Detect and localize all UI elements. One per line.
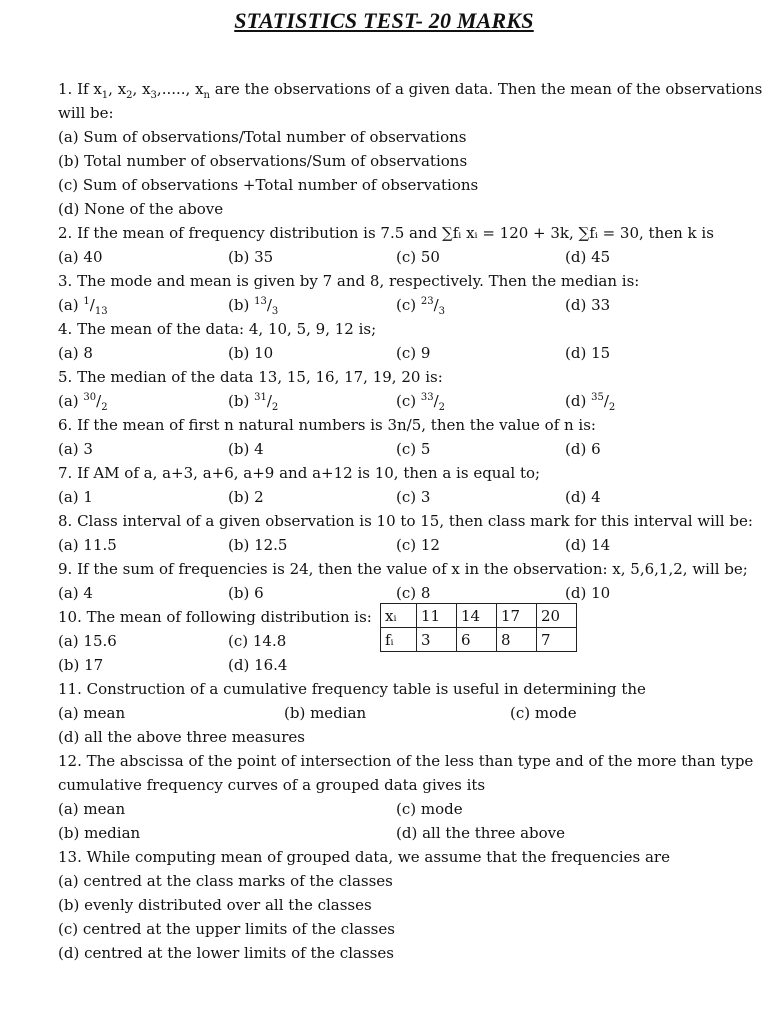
option-6c: (c) 5 <box>396 440 431 458</box>
options-7 <box>58 485 718 509</box>
option-6d: (d) 6 <box>565 440 601 458</box>
question-9: 9. If the sum of frequencies is 24, then the value of x in the observation: x, 5,6,1,2, will be; <box>58 560 748 578</box>
option-10b: (b) 17 <box>58 656 104 674</box>
option-8d: (d) 14 <box>565 536 611 554</box>
option-12d: (d) all the three above <box>396 824 566 842</box>
options-11 <box>58 701 718 725</box>
option-1c: (c) Sum of observations +Total number of observations <box>58 176 479 194</box>
option-12c: (c) mode <box>396 800 463 818</box>
option-2c: (c) 50 <box>396 248 440 266</box>
table-cell: 7 <box>537 628 577 652</box>
options-8 <box>58 533 718 557</box>
option-10d: (d) 16.4 <box>228 656 288 674</box>
option-6a: (a) 3 <box>58 440 93 458</box>
option-5a: (a) $^{30}/_2$ <box>58 392 108 413</box>
option-2d: (d) 45 <box>565 248 611 266</box>
question-11: 11. Construction of a cumulative frequency table is useful in determining the <box>58 680 646 698</box>
question-1: 1. If $x_1$, $x_2$, $x_3$,....., $x_n$ are the observations of a given data. Then the mean of the observations <box>58 80 763 101</box>
option-7c: (c) 3 <box>396 488 431 506</box>
option-8c: (c) 12 <box>396 536 440 554</box>
option-9a: (a) 4 <box>58 584 93 602</box>
option-9d: (d) 10 <box>565 584 611 602</box>
question-6: 6. If the mean of first n natural numbers is 3n/5, then the value of n is: <box>58 416 596 434</box>
options-2 <box>58 245 718 269</box>
options-12-row2 <box>58 821 718 845</box>
option-7b: (b) 2 <box>228 488 264 506</box>
option-4c: (c) 9 <box>396 344 431 362</box>
frequency-table <box>380 603 577 652</box>
option-2b: (b) 35 <box>228 248 274 266</box>
option-13b: (b) evenly distributed over all the classes <box>58 896 372 914</box>
question-2: 2. If the mean of frequency distribution is 7.5 and ∑fᵢ xᵢ = 120 + 3k, ∑fᵢ = 30, then k is <box>58 224 714 242</box>
option-3b: (b) $^{13}/_3$ <box>228 296 279 317</box>
question-12-continuation: cumulative frequency curves of a grouped data gives its <box>58 776 486 794</box>
options-12-row1 <box>58 797 718 821</box>
option-9b: (b) 6 <box>228 584 264 602</box>
question-4: 4. The mean of the data: 4, 10, 5, 9, 12 is; <box>58 320 377 338</box>
page-title: STATISTICS TEST- 20 MARKS <box>234 8 534 33</box>
option-10c: (c) 14.8 <box>228 632 287 650</box>
question-3: 3. The mode and mean is given by 7 and 8, respectively. Then the median is: <box>58 272 640 290</box>
table-cell: 14 <box>457 604 497 628</box>
option-7d: (d) 4 <box>565 488 601 506</box>
question-list <box>58 77 763 965</box>
option-12a: (a) mean <box>58 800 126 818</box>
question-8: 8. Class interval of a given observation is 10 to 15, then class mark for this interval will be: <box>58 512 753 530</box>
option-11b: (b) median <box>284 704 367 722</box>
option-5b: (b) $^{31}/_2$ <box>228 392 279 413</box>
question-12: 12. The abscissa of the point of intersection of the less than type and of the more than type <box>58 752 754 770</box>
table-header-f: fᵢ <box>381 628 417 652</box>
table-cell: 3 <box>417 628 457 652</box>
option-13c: (c) centred at the upper limits of the classes <box>58 920 395 938</box>
option-3a: (a) $^1/_{13}$ <box>58 296 108 317</box>
option-11d: (d) all the above three measures <box>58 728 305 746</box>
options-3 <box>58 293 718 317</box>
options-4 <box>58 341 718 365</box>
option-9c: (c) 8 <box>396 584 431 602</box>
option-2a: (a) 40 <box>58 248 103 266</box>
option-1a: (a) Sum of observations/Total number of observations <box>58 128 467 146</box>
table-row-f <box>381 628 577 652</box>
option-12b: (b) median <box>58 824 141 842</box>
question-5: 5. The median of the data 13, 15, 16, 17, 19, 20 is: <box>58 368 443 386</box>
question-7: 7. If AM of a, a+3, a+6, a+9 and a+12 is 10, then a is equal to; <box>58 464 541 482</box>
option-8b: (b) 12.5 <box>228 536 288 554</box>
option-5d: (d) $^{35}/_2$ <box>565 392 616 413</box>
table-row-x <box>381 604 577 628</box>
question-10: 10. The mean of following distribution is: <box>58 608 372 626</box>
question-13: 13. While computing mean of grouped data, we assume that the frequencies are <box>58 848 670 866</box>
question-1-continuation: will be: <box>58 104 114 122</box>
options-5 <box>58 389 718 413</box>
option-11c: (c) mode <box>510 704 577 722</box>
option-4a: (a) 8 <box>58 344 93 362</box>
option-13a: (a) centred at the class marks of the classes <box>58 872 393 890</box>
option-3c: (c) $^{23}/_3$ <box>396 296 446 317</box>
option-8a: (a) 11.5 <box>58 536 117 554</box>
options-10-row2 <box>58 653 718 677</box>
option-1d: (d) None of the above <box>58 200 224 218</box>
option-4d: (d) 15 <box>565 344 611 362</box>
table-header-x: xᵢ <box>381 604 417 628</box>
table-cell: 8 <box>497 628 537 652</box>
option-6b: (b) 4 <box>228 440 264 458</box>
option-3d: (d) 33 <box>565 296 611 314</box>
table-cell: 20 <box>537 604 577 628</box>
option-10a: (a) 15.6 <box>58 632 117 650</box>
option-1b: (b) Total number of observations/Sum of observations <box>58 152 468 170</box>
option-5c: (c) $^{33}/_2$ <box>396 392 446 413</box>
table-cell: 6 <box>457 628 497 652</box>
option-7a: (a) 1 <box>58 488 93 506</box>
option-11a: (a) mean <box>58 704 126 722</box>
table-cell: 17 <box>497 604 537 628</box>
options-6 <box>58 437 718 461</box>
options-9 <box>58 581 718 605</box>
table-cell: 11 <box>417 604 457 628</box>
option-13d: (d) centred at the lower limits of the classes <box>58 944 394 962</box>
option-4b: (b) 10 <box>228 344 274 362</box>
